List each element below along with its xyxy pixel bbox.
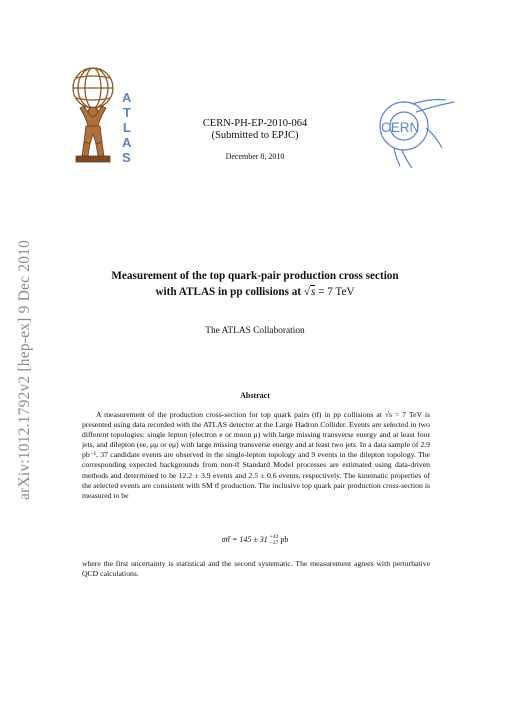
- atlas-letter-a2: A: [122, 135, 132, 150]
- submission-note: (Submitted to EPJC): [211, 130, 299, 141]
- formula-lhs: σtt̄ = 145 ± 31: [221, 534, 268, 544]
- sqrt-radicand: s: [310, 286, 316, 298]
- report-number: CERN-PH-EP-2010-064: [202, 118, 308, 129]
- formula-systematic: [270, 534, 279, 546]
- atlas-letter-l: L: [123, 120, 131, 135]
- formula-upper-error: +42: [269, 534, 279, 540]
- energy-value: = 7 TeV: [315, 286, 355, 298]
- atlas-letter-s: S: [122, 150, 131, 165]
- abstract-paragraph: A measurement of the production cross-section for top quark pairs (tt̄) in pp collisions at √s = 7 TeV is presented using data recorded with the ATLAS detector at the Large Hadron Collider. Events are selected in two different topologies: single lepton (electron e or muon μ) with large missing transverse energy and at least four jets, and dilepton (ee, μμ or eμ) with large missing transverse energy and at least two jets. In a data sample of 2.9 pb⁻¹, 37 candidate events are observed in the single-lepton topology and 9 events in the dilepton topology. The corresponding expected backgrounds from non-tt̄ Standard Model processes are estimated using data-driven methods and determined to be 12.2 ± 3.9 events and 2.5 ± 0.6 events, respectively. The kinematic properties of the selected events are consistent with SM tt̄ production. The inclusive top quark pair production cross-section is measured to be: [82, 410, 430, 500]
- title-line-2-text: with ATLAS in pp collisions at: [155, 286, 302, 298]
- closing-paragraph: where the first uncertainty is statistical and the second systematic. The measurement agrees with perturbative QCD calculations.: [82, 559, 430, 579]
- paper-title: [0, 268, 510, 300]
- title-line-1: Measurement of the top quark-pair production cross section: [111, 270, 399, 282]
- atlas-letter-a: A: [122, 90, 132, 105]
- abstract-heading: Abstract: [240, 391, 270, 400]
- publication-date: December 8, 2010: [225, 152, 285, 161]
- formula-unit: pb: [280, 534, 289, 544]
- globe-icon: [73, 68, 113, 108]
- title-line-2: [0, 284, 510, 300]
- cross-section-formula: [0, 534, 510, 546]
- abstract-body: [82, 410, 430, 501]
- report-header: [0, 118, 510, 142]
- formula-lower-error: −27: [269, 540, 279, 546]
- atlas-letter-t: T: [123, 105, 131, 120]
- arxiv-identifier: arXiv:1012.1792v2 [hep-ex] 9 Dec 2010: [16, 239, 33, 500]
- author-line: The ATLAS Collaboration: [205, 326, 305, 336]
- cern-wordmark: CERN: [381, 120, 420, 135]
- sqrt-symbol: √: [303, 286, 310, 298]
